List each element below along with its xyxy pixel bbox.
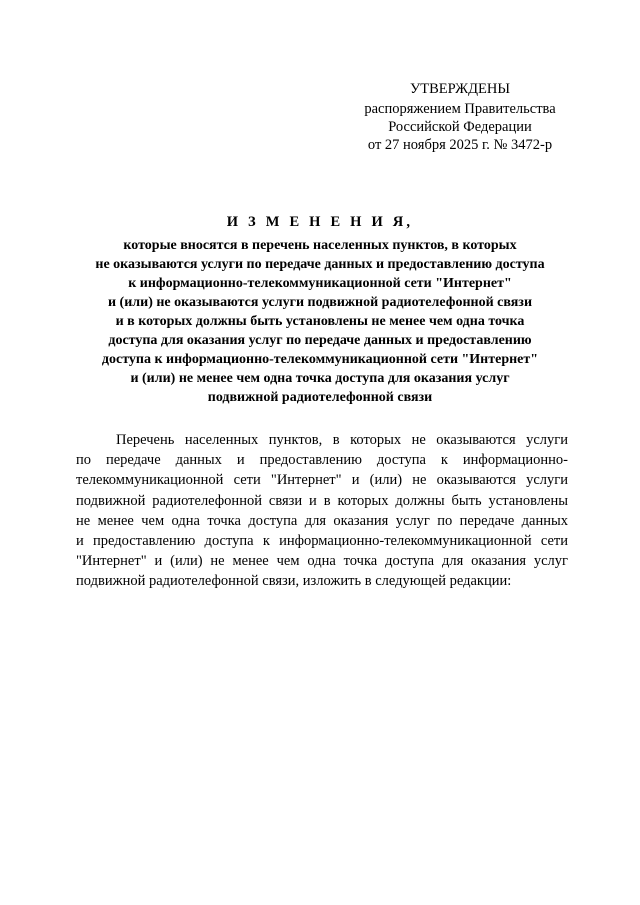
subtitle-line: к информационно-телекоммуникационной сети "Интернет" [128,276,512,291]
paragraph-line: подвижной радиотелефонной связи и в которых должны быть установлены [76,492,568,509]
paragraph-line: "Интернет" и (или) не менее чем одна точка доступа для оказания услуг [76,553,568,570]
subtitle-line: и в которых должны быть установлены не менее чем одна точка [115,314,525,329]
subtitle-line: не оказываются услуги по передаче данных и предоставлению доступа [95,257,545,272]
subtitle-line: доступа к информационно-телекоммуникационной сети "Интернет" [101,352,539,367]
paragraph-line: подвижной радиотелефонной связи, изложить в следующей редакции: [76,573,512,590]
subtitle-line: подвижной радиотелефонной связи [207,390,433,405]
paragraph-line: не менее чем одна точка доступа для оказания услуг по передаче данных [76,512,568,529]
document-title: И З М Е Н Е Н И Я, [226,214,414,230]
approval-line-1: распоряжением Правительства [364,101,556,117]
subtitle-line: и (или) не оказываются услуги подвижной радиотелефонной связи [107,295,533,310]
subtitle-line: которые вносятся в перечень населенных пунктов, в которых [123,238,517,253]
paragraph-line: и предоставлению доступа к информационно-телекоммуникационной сети [76,533,568,550]
paragraph-line: Перечень населенных пунктов, в которых не оказываются услуги [116,432,568,448]
document-subtitle [60,236,580,407]
subtitle-line: и (или) не менее чем одна точка доступа для оказания услуг [130,371,510,386]
body-paragraph [76,430,568,592]
approval-block [340,80,580,154]
paragraph-line: телекоммуникационной сети "Интернет" и (или) не оказываются услуги [76,472,568,489]
approval-line-3: от 27 ноября 2025 г. № 3472-р [367,137,553,153]
approved-heading: УТВЕРЖДЕНЫ [409,81,511,97]
approval-line-2: Российской Федерации [388,119,532,135]
subtitle-line: доступа для оказания услуг по передаче данных и предоставлению [108,333,532,348]
paragraph-line: по передаче данных и предоставлению доступа к информационно- [76,452,568,469]
